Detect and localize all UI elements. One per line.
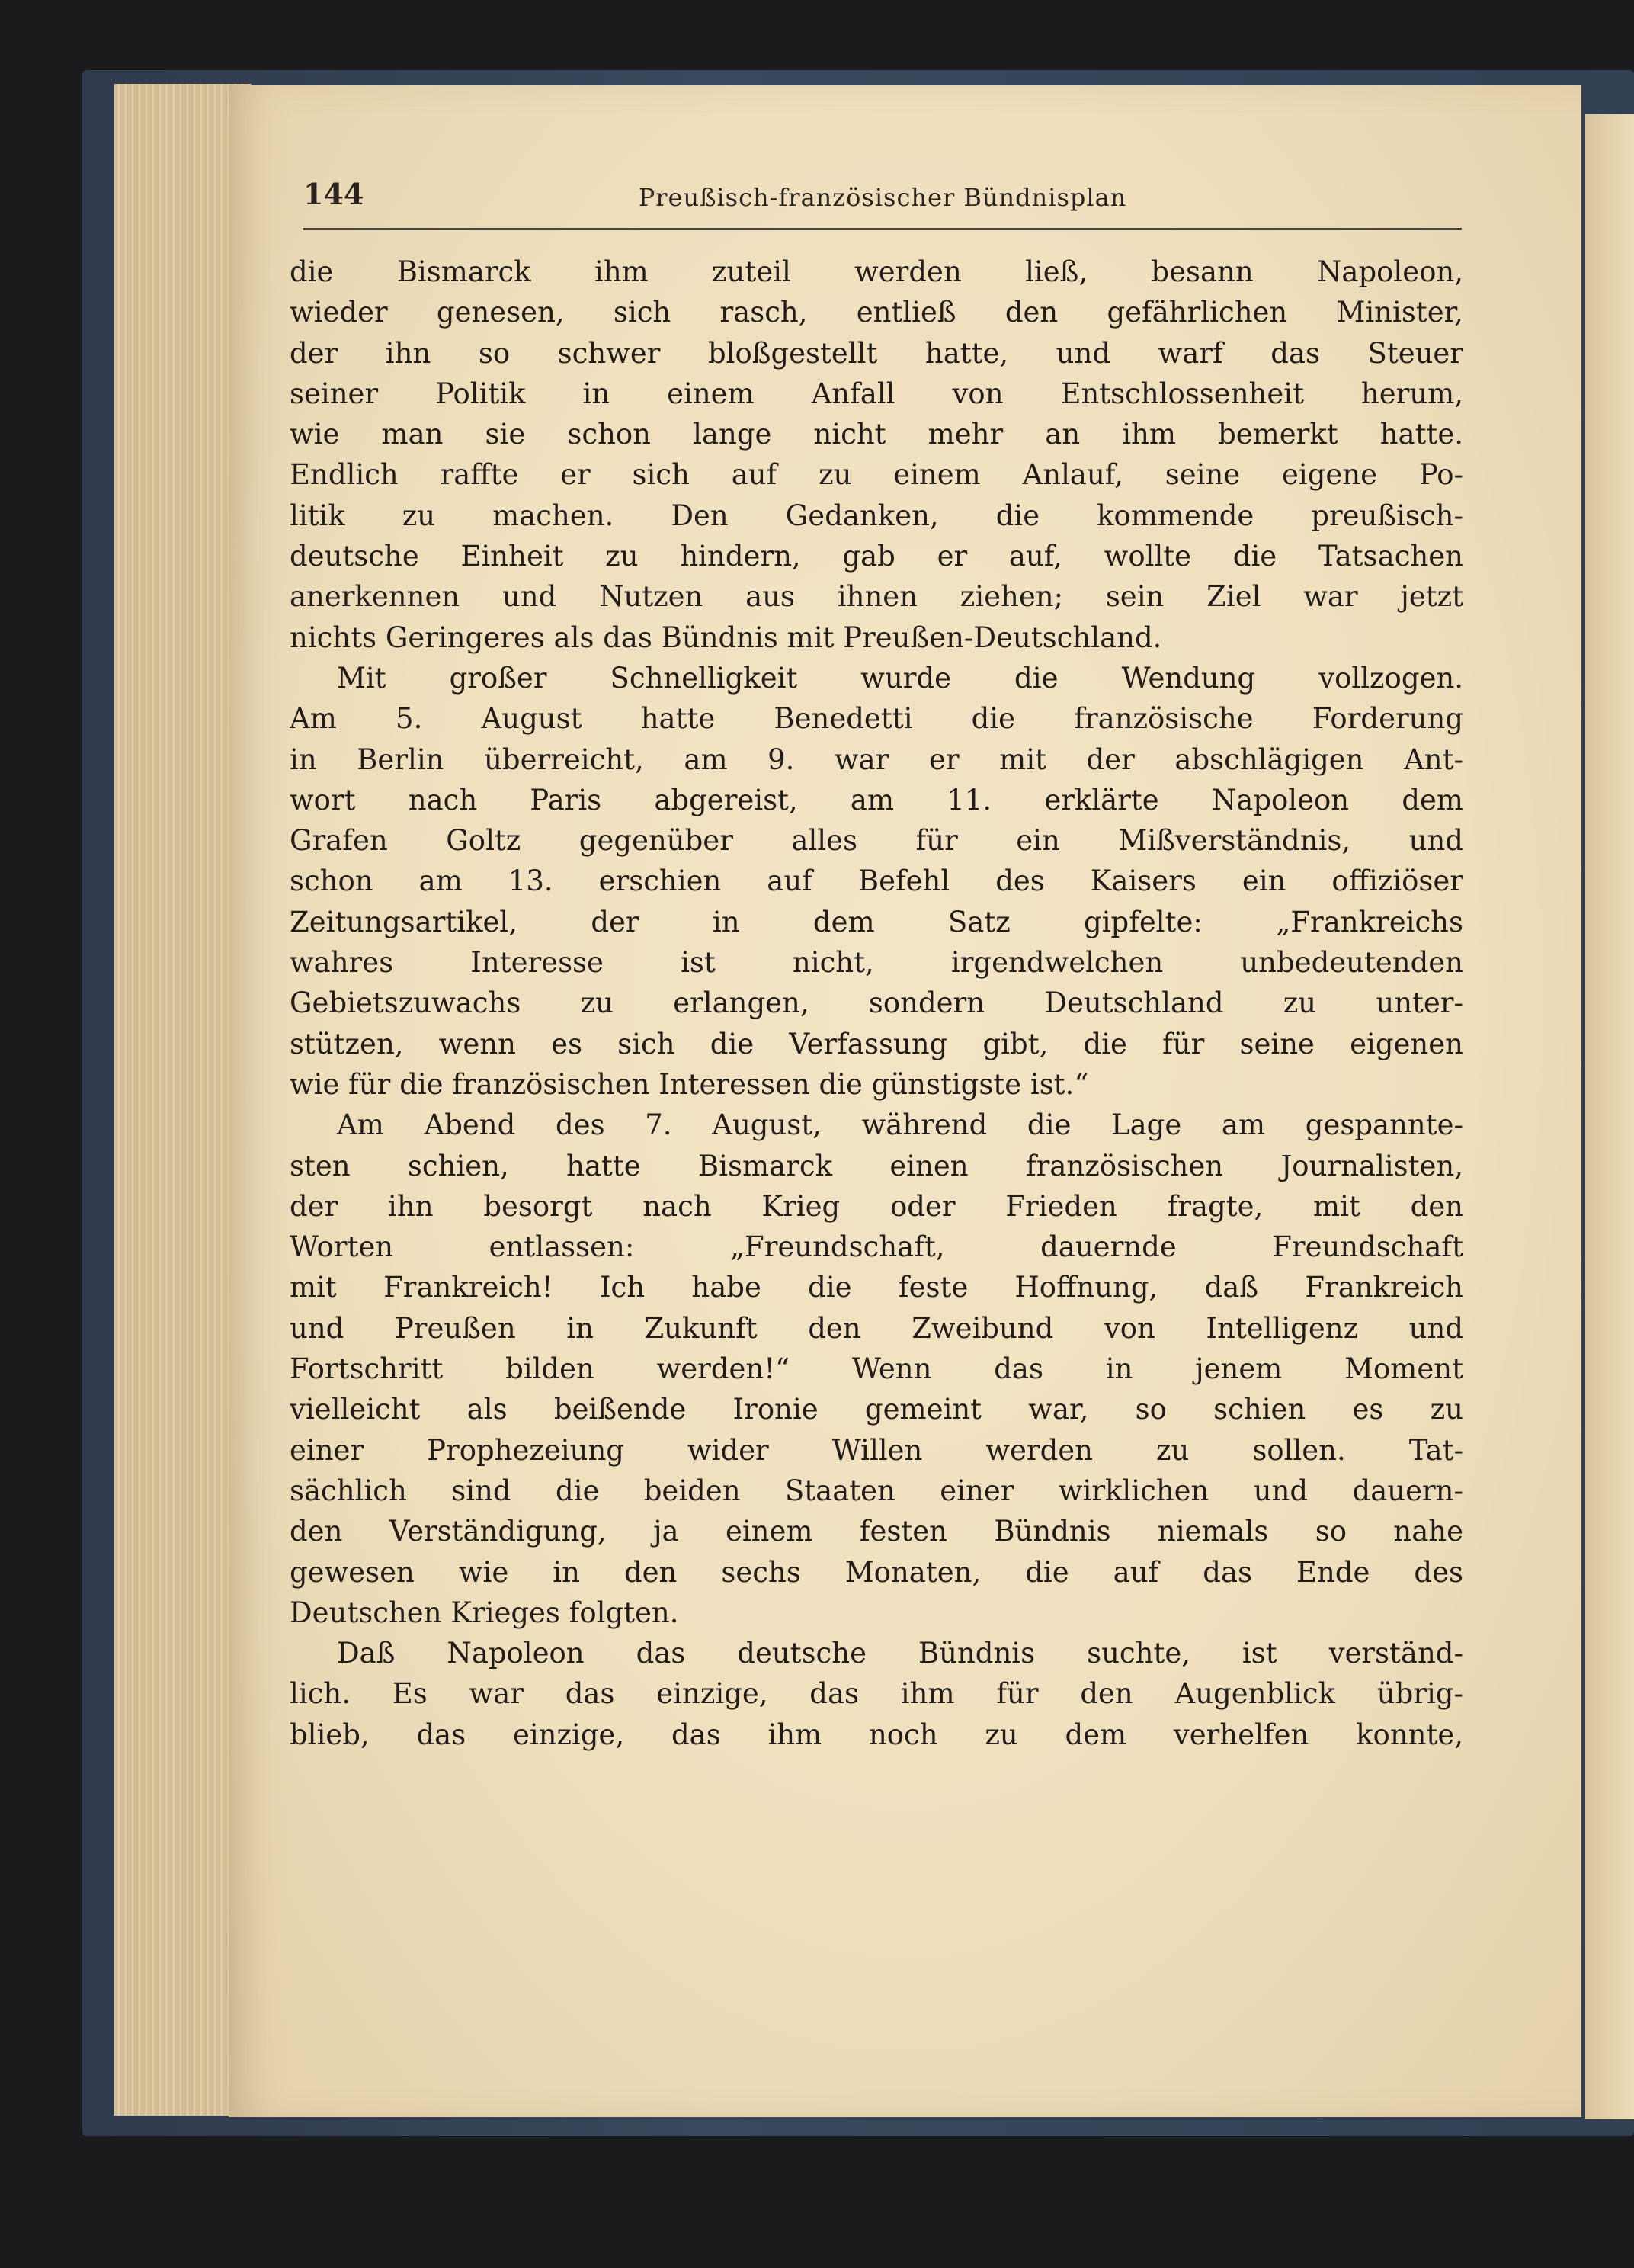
text-line: die Bismarck ihm zuteil werden ließ, besann Napoleon, bbox=[290, 255, 1463, 288]
body-text bbox=[290, 252, 1463, 1755]
text-line: mit Frankreich! Ich habe die feste Hoffnung, daß Frankreich bbox=[290, 1271, 1463, 1304]
text-line: den Verständigung, ja einem festen Bündnis niemals so nahe bbox=[290, 1515, 1463, 1548]
text-line: schon am 13. erschien auf Befehl des Kaisers ein offiziöser bbox=[290, 865, 1463, 898]
text-line: wahres Interesse ist nicht, irgendwelchen unbedeutenden bbox=[290, 946, 1463, 980]
text-line: blieb, das einzige, das ihm noch zu dem verhelfen konnte, bbox=[290, 1718, 1463, 1751]
text-line: und Preußen in Zukunft den Zweibund von Intelligenz und bbox=[290, 1311, 1463, 1345]
text-line: stützen, wenn es sich die Verfassung gibt, die für seine eigenen bbox=[290, 1027, 1463, 1060]
text-line: anerkennen und Nutzen aus ihnen ziehen; sein Ziel war jetzt bbox=[290, 580, 1463, 614]
text-line: Deutschen Krieges folgten. bbox=[290, 1596, 679, 1629]
text-line: sten schien, hatte Bismarck einen französischen Journalisten, bbox=[290, 1149, 1463, 1182]
text-line: Zeitungsartikel, der in dem Satz gipfelte: „Frankreichs bbox=[290, 905, 1463, 938]
text-line: Endlich raffte er sich auf zu einem Anlauf, seine eigene Po- bbox=[290, 458, 1463, 492]
text-line: Am Abend des 7. August, während die Lage am gespannte- bbox=[337, 1108, 1463, 1142]
text-line: gewesen wie in den sechs Monaten, die auf das Ende des bbox=[290, 1555, 1463, 1589]
text-line: vielleicht als beißende Ironie gemeint war, so schien es zu bbox=[290, 1393, 1463, 1426]
text-line: Fortschritt bilden werden!“ Wenn das in jenem Moment bbox=[290, 1352, 1463, 1386]
text-line: der ihn besorgt nach Krieg oder Frieden fragte, mit den bbox=[290, 1189, 1463, 1223]
page-header bbox=[303, 177, 1462, 230]
text-line: sächlich sind die beiden Staaten einer wirklichen und dauern- bbox=[290, 1474, 1463, 1507]
text-line: Worten entlassen: „Freundschaft, dauernde Freundschaft bbox=[290, 1230, 1463, 1264]
facing-page-edge bbox=[1585, 114, 1634, 2119]
text-line: wie man sie schon lange nicht mehr an ihm bemerkt hatte. bbox=[290, 418, 1463, 451]
text-line: Mit großer Schnelligkeit wurde die Wendung vollzogen. bbox=[337, 661, 1463, 695]
text-line: nichts Geringeres als das Bündnis mit Preußen-Deutschland. bbox=[290, 621, 1162, 654]
text-line: wieder genesen, sich rasch, entließ den gefährlichen Minister, bbox=[290, 296, 1463, 329]
running-title: Preußisch-französischer Bündnisplan bbox=[638, 183, 1127, 212]
text-line: lich. Es war das einzige, das ihm für den Augenblick übrig- bbox=[290, 1677, 1463, 1711]
text-line: der ihn so schwer bloßgestellt hatte, und warf das Steuer bbox=[290, 336, 1463, 370]
text-line: Gebietszuwachs zu erlangen, sondern Deutschland zu unter- bbox=[290, 986, 1463, 1020]
text-line: Daß Napoleon das deutsche Bündnis suchte, ist verständ- bbox=[337, 1637, 1463, 1670]
text-line: litik zu machen. Den Gedanken, die kommende preußisch- bbox=[290, 499, 1463, 532]
text-line: einer Prophezeiung wider Willen werden zu sollen. Tat- bbox=[290, 1433, 1463, 1467]
text-line: deutsche Einheit zu hindern, gab er auf, wollte die Tatsachen bbox=[290, 540, 1463, 573]
text-line: Am 5. August hatte Benedetti die französische Forderung bbox=[290, 702, 1463, 736]
page-number: 144 bbox=[303, 177, 364, 211]
text-line: seiner Politik in einem Anfall von Entschlossenheit herum, bbox=[290, 377, 1463, 410]
text-line: wie für die französischen Interessen die günstigste ist.“ bbox=[290, 1067, 1089, 1101]
text-line: Grafen Goltz gegenüber alles für ein Mißverständnis, und bbox=[290, 824, 1463, 858]
text-line: wort nach Paris abgereist, am 11. erklärte Napoleon dem bbox=[290, 783, 1463, 816]
text-line: in Berlin überreicht, am 9. war er mit der abschlägigen Ant- bbox=[290, 743, 1463, 776]
